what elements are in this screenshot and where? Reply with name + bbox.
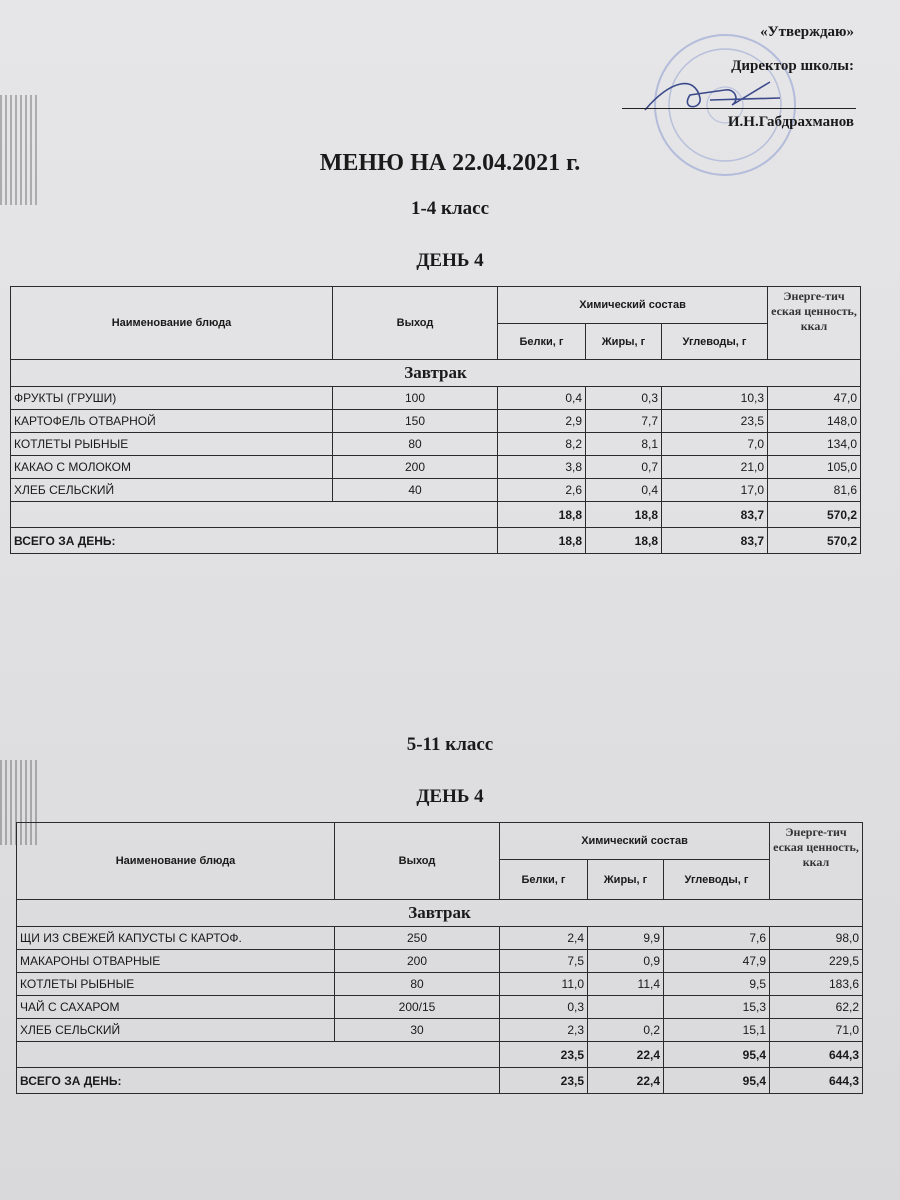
- table-row: [17, 1019, 863, 1042]
- subtotal-carbs: 83,7: [662, 502, 768, 528]
- page-title: МЕНЮ НА 22.04.2021 г.: [319, 150, 581, 176]
- dish-energy: 148,0: [768, 410, 861, 433]
- dish-protein: 2,6: [498, 479, 586, 502]
- dish-protein: 2,4: [500, 927, 588, 950]
- dish-carbs: 17,0: [662, 479, 768, 502]
- dish-energy: 71,0: [770, 1019, 863, 1042]
- dish-fat: [588, 996, 664, 1019]
- header-fat: Жиры, г: [586, 324, 662, 360]
- dish-fat: 0,9: [588, 950, 664, 973]
- dish-name: МАКАРОНЫ ОТВАРНЫЕ: [17, 950, 335, 973]
- header-output: Выход: [335, 823, 500, 900]
- total-energy: 570,2: [768, 528, 861, 554]
- header-chem: Химический состав: [500, 823, 770, 860]
- dish-protein: 2,9: [498, 410, 586, 433]
- dish-carbs: 7,6: [664, 927, 770, 950]
- dish-carbs: 9,5: [664, 973, 770, 996]
- dish-fat: 0,2: [588, 1019, 664, 1042]
- dish-protein: 0,4: [498, 387, 586, 410]
- table-row: [11, 433, 861, 456]
- grade-heading-2: 5-11 класс: [406, 734, 494, 755]
- dish-energy: 134,0: [768, 433, 861, 456]
- header-fat: Жиры, г: [588, 860, 664, 900]
- table-row: [11, 456, 861, 479]
- total-carbs: 95,4: [664, 1068, 770, 1094]
- dish-name: КОТЛЕТЫ РЫБНЫЕ: [11, 433, 333, 456]
- dish-energy: 81,6: [768, 479, 861, 502]
- dish-name: КАКАО С МОЛОКОМ: [11, 456, 333, 479]
- meal-heading: Завтрак: [11, 360, 861, 387]
- header-chem: Химический состав: [498, 287, 768, 324]
- table-row: [17, 973, 863, 996]
- signature-line: [622, 108, 856, 109]
- dish-energy: 47,0: [768, 387, 861, 410]
- dish-carbs: 23,5: [662, 410, 768, 433]
- dish-output: 100: [333, 387, 498, 410]
- total-fat: 18,8: [586, 528, 662, 554]
- total-carbs: 83,7: [662, 528, 768, 554]
- menu-table-1: [10, 286, 861, 554]
- dish-name: ЧАЙ С САХАРОМ: [17, 996, 335, 1019]
- dish-energy: 62,2: [770, 996, 863, 1019]
- dish-output: 200: [333, 456, 498, 479]
- table-row: [17, 950, 863, 973]
- menu-table-2: [16, 822, 863, 1094]
- total-protein: 18,8: [498, 528, 586, 554]
- header-carbs: Углеводы, г: [662, 324, 768, 360]
- dish-energy: 229,5: [770, 950, 863, 973]
- header-protein: Белки, г: [500, 860, 588, 900]
- dish-carbs: 47,9: [664, 950, 770, 973]
- dish-fat: 8,1: [586, 433, 662, 456]
- dish-protein: 11,0: [500, 973, 588, 996]
- dish-carbs: 15,3: [664, 996, 770, 1019]
- subtotal-row: [17, 1042, 863, 1068]
- total-row: [17, 1068, 863, 1094]
- dish-name: КАРТОФЕЛЬ ОТВАРНОЙ: [11, 410, 333, 433]
- header-output: Выход: [333, 287, 498, 360]
- dish-output: 80: [335, 973, 500, 996]
- header-name: Наименование блюда: [17, 823, 335, 900]
- dish-energy: 98,0: [770, 927, 863, 950]
- total-energy: 644,3: [770, 1068, 863, 1094]
- director-signature: [640, 70, 790, 120]
- subtotal-fat: 18,8: [586, 502, 662, 528]
- total-row: [11, 528, 861, 554]
- total-fat: 22,4: [588, 1068, 664, 1094]
- total-label: ВСЕГО ЗА ДЕНЬ:: [11, 528, 498, 554]
- grade-heading-1: 1-4 класс: [410, 198, 490, 219]
- header-protein: Белки, г: [498, 324, 586, 360]
- dish-protein: 0,3: [500, 996, 588, 1019]
- dish-carbs: 10,3: [662, 387, 768, 410]
- table-row: [11, 479, 861, 502]
- approval-name: И.Н.Габдрахманов: [727, 114, 854, 130]
- dish-carbs: 15,1: [664, 1019, 770, 1042]
- day-heading-1: ДЕНЬ 4: [416, 250, 484, 271]
- day-heading-2: ДЕНЬ 4: [416, 786, 484, 807]
- dish-protein: 8,2: [498, 433, 586, 456]
- dish-fat: 0,4: [586, 479, 662, 502]
- dish-energy: 105,0: [768, 456, 861, 479]
- dish-name: ФРУКТЫ (ГРУШИ): [11, 387, 333, 410]
- dish-fat: 11,4: [588, 973, 664, 996]
- header-carbs: Углеводы, г: [664, 860, 770, 900]
- table-row: [11, 410, 861, 433]
- subtotal-row: [11, 502, 861, 528]
- table-row: [17, 927, 863, 950]
- dish-protein: 3,8: [498, 456, 586, 479]
- dish-fat: 7,7: [586, 410, 662, 433]
- approval-position: Директор школы:: [731, 58, 854, 74]
- dish-carbs: 7,0: [662, 433, 768, 456]
- header-name: Наименование блюда: [11, 287, 333, 360]
- dish-fat: 9,9: [588, 927, 664, 950]
- subtotal-fat: 22,4: [588, 1042, 664, 1068]
- dish-output: 150: [333, 410, 498, 433]
- dish-fat: 0,3: [586, 387, 662, 410]
- dish-name: ХЛЕБ СЕЛЬСКИЙ: [11, 479, 333, 502]
- dish-name: ХЛЕБ СЕЛЬСКИЙ: [17, 1019, 335, 1042]
- subtotal-carbs: 95,4: [664, 1042, 770, 1068]
- table-row: [17, 996, 863, 1019]
- subtotal-protein: 18,8: [498, 502, 586, 528]
- dish-name: КОТЛЕТЫ РЫБНЫЕ: [17, 973, 335, 996]
- meal-heading: Завтрак: [17, 900, 863, 927]
- total-label: ВСЕГО ЗА ДЕНЬ:: [17, 1068, 500, 1094]
- subtotal-energy: 570,2: [768, 502, 861, 528]
- dish-output: 30: [335, 1019, 500, 1042]
- table-row: [11, 387, 861, 410]
- dish-output: 250: [335, 927, 500, 950]
- dish-output: 40: [333, 479, 498, 502]
- dish-fat: 0,7: [586, 456, 662, 479]
- total-protein: 23,5: [500, 1068, 588, 1094]
- dish-energy: 183,6: [770, 973, 863, 996]
- dish-output: 200: [335, 950, 500, 973]
- dish-carbs: 21,0: [662, 456, 768, 479]
- subtotal-protein: 23,5: [500, 1042, 588, 1068]
- approval-label: «Утверждаю»: [760, 24, 854, 40]
- dish-protein: 7,5: [500, 950, 588, 973]
- dish-name: ЩИ ИЗ СВЕЖЕЙ КАПУСТЫ С КАРТОФ.: [17, 927, 335, 950]
- header-energy: Энерге-тич еская ценность, ккал: [768, 287, 861, 360]
- dish-protein: 2,3: [500, 1019, 588, 1042]
- header-energy: Энерге-тич еская ценность, ккал: [770, 823, 863, 900]
- dish-output: 80: [333, 433, 498, 456]
- dish-output: 200/15: [335, 996, 500, 1019]
- subtotal-energy: 644,3: [770, 1042, 863, 1068]
